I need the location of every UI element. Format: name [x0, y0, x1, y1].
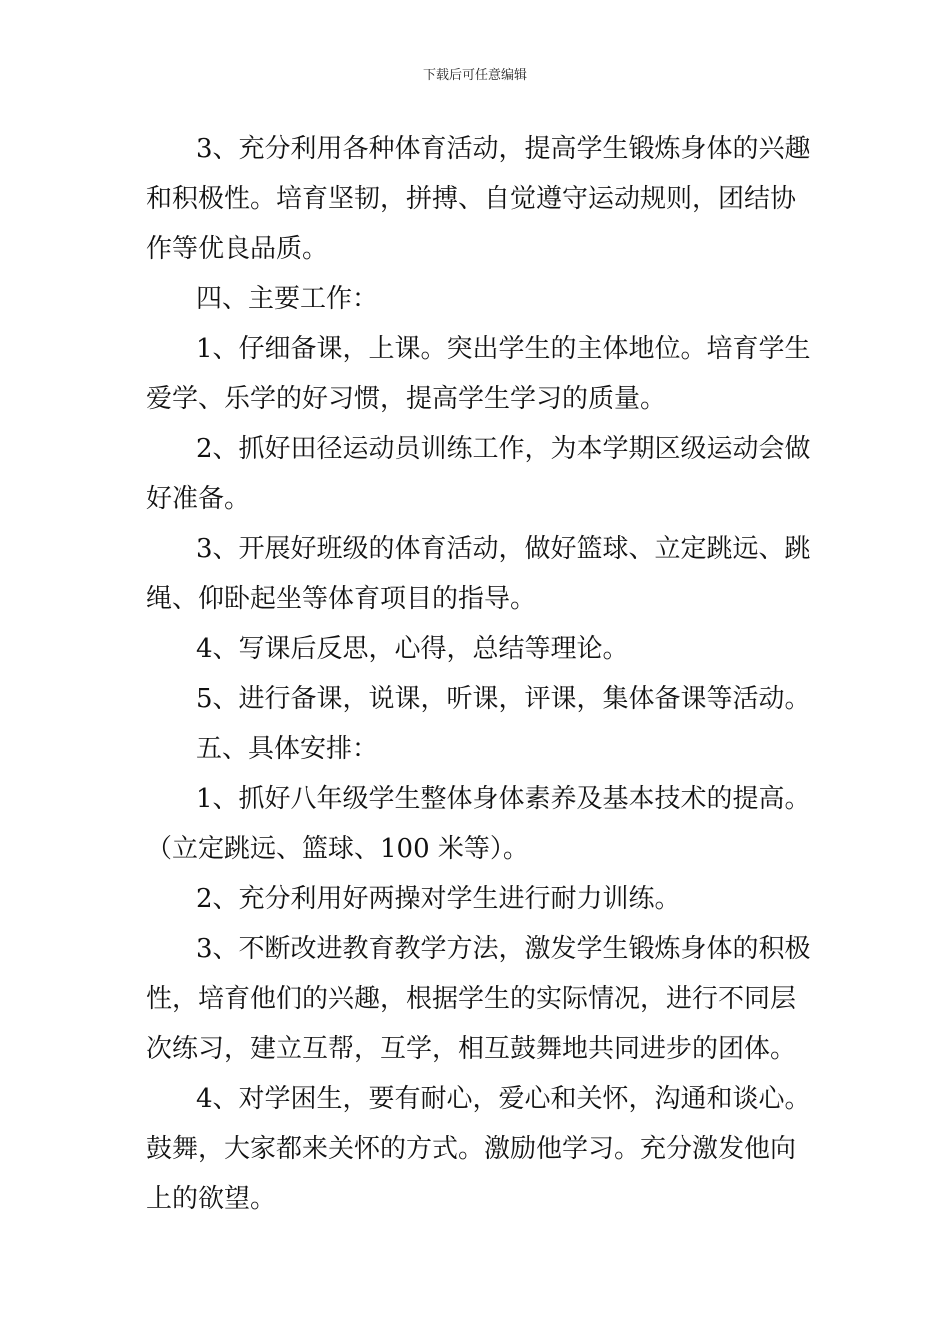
paragraph-line: 好准备。	[146, 484, 251, 514]
paragraph-line: 1、抓好八年级学生整体身体素养及基本技术的提高。	[196, 784, 811, 814]
paragraph-line: 爱学、乐学的好习惯，提高学生学习的质量。	[146, 384, 667, 414]
paragraph-line: 鼓舞，大家都来关怀的方式。激励他学习。充分激发他向	[146, 1134, 797, 1164]
section-heading: 五、具体安排：	[196, 734, 379, 764]
paragraph-line: 上的欲望。	[146, 1184, 277, 1214]
paragraph-line: 绳、仰卧起坐等体育项目的指导。	[146, 584, 537, 614]
paragraph-line: （立定跳远、篮球、100 米等）。	[146, 834, 529, 864]
paragraph-line: 5、进行备课，说课，听课，评课，集体备课等活动。	[196, 684, 811, 714]
header-note: 下载后可任意编辑	[422, 68, 527, 83]
paragraph-line: 2、抓好田径运动员训练工作，为本学期区级运动会做	[196, 434, 811, 464]
paragraph-line: 4、写课后反思，心得，总结等理论。	[196, 634, 629, 664]
paragraph-line: 作等优良品质。	[146, 234, 329, 264]
section-heading: 四、主要工作：	[196, 284, 379, 314]
paragraph-line: 3、充分利用各种体育活动，提高学生锻炼身体的兴趣	[196, 134, 811, 164]
paragraph-line: 3、不断改进教育教学方法，激发学生锻炼身体的积极	[196, 934, 811, 964]
document-body	[146, 124, 811, 1224]
paragraph-line: 性，培育他们的兴趣，根据学生的实际情况，进行不同层	[146, 984, 797, 1014]
paragraph-line: 3、开展好班级的体育活动，做好篮球、立定跳远、跳	[196, 534, 811, 564]
paragraph-line: 1、仔细备课，上课。突出学生的主体地位。培育学生	[196, 334, 811, 364]
paragraph-line: 2、充分利用好两操对学生进行耐力训练。	[196, 884, 681, 914]
paragraph-line: 4、对学困生，要有耐心，爱心和关怀，沟通和谈心。	[196, 1084, 811, 1114]
paragraph-line: 次练习，建立互帮，互学，相互鼓舞地共同进步的团体。	[146, 1034, 797, 1064]
paragraph-line: 和积极性。培育坚韧，拼搏、自觉遵守运动规则，团结协	[146, 184, 797, 214]
